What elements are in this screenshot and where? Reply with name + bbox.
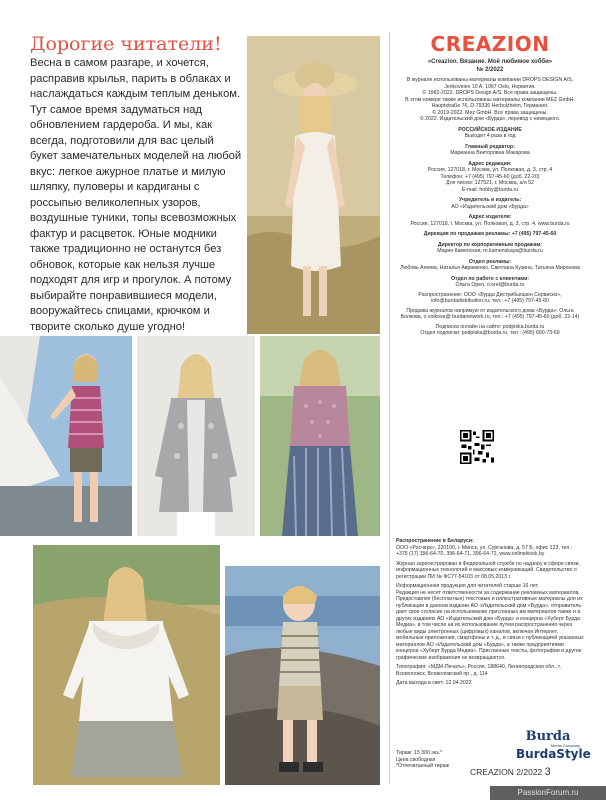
hero-photo — [247, 36, 380, 334]
edition-frequency: Выходит 4 раза в год — [464, 133, 516, 139]
editorial-address-heading: Адрес редакции: — [468, 160, 512, 167]
chief-editor-name: Марианна Викторовна Макарова — [450, 150, 530, 156]
footer-magazine: CREAZION 2/2022 — [470, 767, 543, 777]
circulation: Тираж: 15 300 экз.* — [396, 750, 443, 756]
printing-house: Типография: «МДМ-Печать», Россия, 188640, Ленинградская обл., г. Всеволожск, Всеволожский пр., д. 114 — [396, 664, 562, 677]
creazion-logo: CREAZION — [430, 32, 550, 56]
chief-editor-heading: Главный редактор: — [465, 143, 515, 150]
corp-director: Мария Каменская, m.kamenskaya@burda.ru — [437, 248, 543, 254]
column-divider — [389, 32, 390, 784]
editorial-email: E-mail: hobby@burda.ru — [461, 186, 519, 193]
price: Цена свободная — [396, 756, 436, 763]
ads-dept-heading: Отдел рекламы: — [468, 258, 512, 265]
release-date: Дата выхода в свет: 12.04.2022 — [396, 680, 472, 686]
burdastyle-wordmark: BurdaStyle — [516, 747, 591, 761]
letters-address: Для писем: 127521, г. Москва, а/я 52 — [446, 180, 534, 186]
belarus-heading: Распространение в Беларуси: — [396, 538, 474, 544]
copyright-line: © 2019-2022. Mez GmbH. Все права защищены. — [432, 109, 548, 116]
burda-media-company: Media Company — [550, 743, 580, 748]
publisher-address-heading: Адрес издателя: — [468, 214, 512, 220]
model-photo-grey-cardigan — [137, 336, 255, 536]
subscription-dept: Отдел подписки: podpiska@burda.ru, тел.: (495) 660-73-69 — [420, 330, 560, 336]
child-photo-striped-tank — [225, 566, 380, 785]
burda-wordmark: Burda — [525, 729, 571, 744]
founder-heading: Учредитель и издатель: — [458, 197, 522, 203]
online-subscription: Подписка онлайн на сайте: podpiska.burda.ru — [435, 323, 545, 330]
disclaimer: Редакция не несет ответственности за содержание рекламных материалов. Предоставляя (бесплатные) текстовые и иллюстративные материалы для их публикации в данном издании АО «Издательский дом «Бурда», отправитель дает свое согласие на использование присланных им материалов также и в других изданиях АО «Издательский дом «Бурда» и концерна «Хуберт Бурда Медиа», в том числе на их использование путем распространения через любые виды электронных (цифровых) каналов, включая Интернет, мобильные приложения, смартфоны и т. д., в связи с публикацией указанных материалов АО «Издательский дом «Бурда», а также предприятиями концерна «Хуберт Бурда Медиа». Присланные тексты, фотографии и другие графические изображения не возвращаются. — [396, 589, 584, 661]
copyright-line: © 1982-2022. DROPS Design A/S. Все права защищены. — [422, 90, 558, 96]
qr-code-icon[interactable] — [460, 430, 494, 464]
editorial-address: Россия, 127018, г. Москва, ул. Полковая, д. 3, стр. 4 — [427, 167, 553, 173]
founder-name: АО «Издательский дом «Бурда» — [451, 203, 529, 210]
copyright-line: В журнале использованы материалы компании DROPS DESIGN A/S, Jerikoveien 10 A, 1067 Oslo, Норвегия. — [406, 77, 574, 90]
editorial-phone: Телефон: +7 (495) 797-45-60 (доб. 22-20) — [440, 173, 540, 180]
clients-heading: Отдел по работе с клиентами: — [451, 275, 529, 282]
model-photo-white-pullover — [33, 545, 220, 785]
issue-number: № 2/2022 — [476, 67, 504, 73]
ads-dept: Любовь Агеева, Наталья Авраменко, Светлана Кузина, Татьяна Миронова — [400, 265, 580, 271]
magazine-subtitle: «Creazion. Вязание. Моё любимое хобби» — [427, 59, 553, 65]
page-footer — [470, 766, 551, 778]
publisher-address: Россия, 127018, г. Москва, ул. Полковая, д. 3, стр. 4, www.burda.ru — [410, 220, 570, 227]
belarus-distribution: ООО «Росчерк», 220100, г. Минск, ул. Сурганова, д. 57 Б, офис 123, тел.: +375 (17) 396-64-70, 396-64-71, 396-64-72, www.onlinekiosk.by — [396, 544, 573, 557]
ads-director: Дирекция по продажам рекламы: +7 (495) 797-45-60 — [423, 231, 557, 237]
direct-sales: Продажа журналов напрямую от издательского дома «Бурда»: Ольга Волкова, o.volkova@ burdanetwork.ru, тел.: +7 (495) 797-45-60 (доб. 22-14) — [400, 307, 580, 320]
burda-logo — [516, 729, 591, 761]
watermark: PassionForum.ru — [490, 786, 606, 800]
intro-text: Весна в самом разгаре, и хочется, расправив крылья, парить в облаках и наслаждаться каждым теплым деньком. Тут самое время задуматься над обновлением гардероба. И мы, как всегда, подготовили для вас целый букет замечательных моделей на любой вкус: легкое ажурное платье и милую шляпку, пуловеры и кардиганы с россыпью великолепных узоров, воздушные туники, топы всевозможных фактур и расцветок. Юные модники также традиционно не останутся без обновок, которые как нельзя лучше подходят для игр и прогулок. А потому выбирайте понравившиеся модели, вооружайтесь спицами, крючком и творите сколько душе угодно! — [30, 57, 242, 333]
copyright-line: © 2022. Издательский дом «Бурда», перевод с немецкого. — [419, 116, 561, 122]
imprint-column — [396, 30, 584, 337]
clients-contact: Ольга Орел, o.orel@burda.ru — [455, 282, 525, 288]
intro-title: Дорогие читатели! — [30, 33, 222, 55]
page-number: 3 — [544, 766, 551, 778]
registration: Журнал зарегистрирован в Федеральной службе по надзору в сфере связи, информационных технологий и массовых коммуникаций. Свидетельство о регистрации ПИ № ФС77-54103 от 08.05.2013 г. — [396, 560, 581, 580]
circulation-note: *Отпечатанный тираж — [396, 763, 449, 769]
model-photo-pink-top — [0, 336, 132, 536]
model-photo-lavender-top — [260, 336, 380, 536]
copyright-line: В этом номере также использованы материалы компании MEZ GmbH, Hauptstraße 76, D-79336 Herbolzheim, Германия. — [405, 96, 575, 109]
distribution: Распространение: ООО «Бурда Дистрибьюшен Сервисиз», info@burdadistribution.ru, тел.: +7 (495) 797-45-60 — [418, 291, 562, 304]
imprint-lower — [396, 534, 584, 687]
edition-heading: РОССИЙСКОЕ ИЗДАНИЕ — [458, 126, 522, 133]
corp-director-heading: Директор по корпоративным продажам: — [437, 241, 543, 248]
age-rating: Информационная продукция для читателей старше 16 лет. — [396, 583, 539, 589]
